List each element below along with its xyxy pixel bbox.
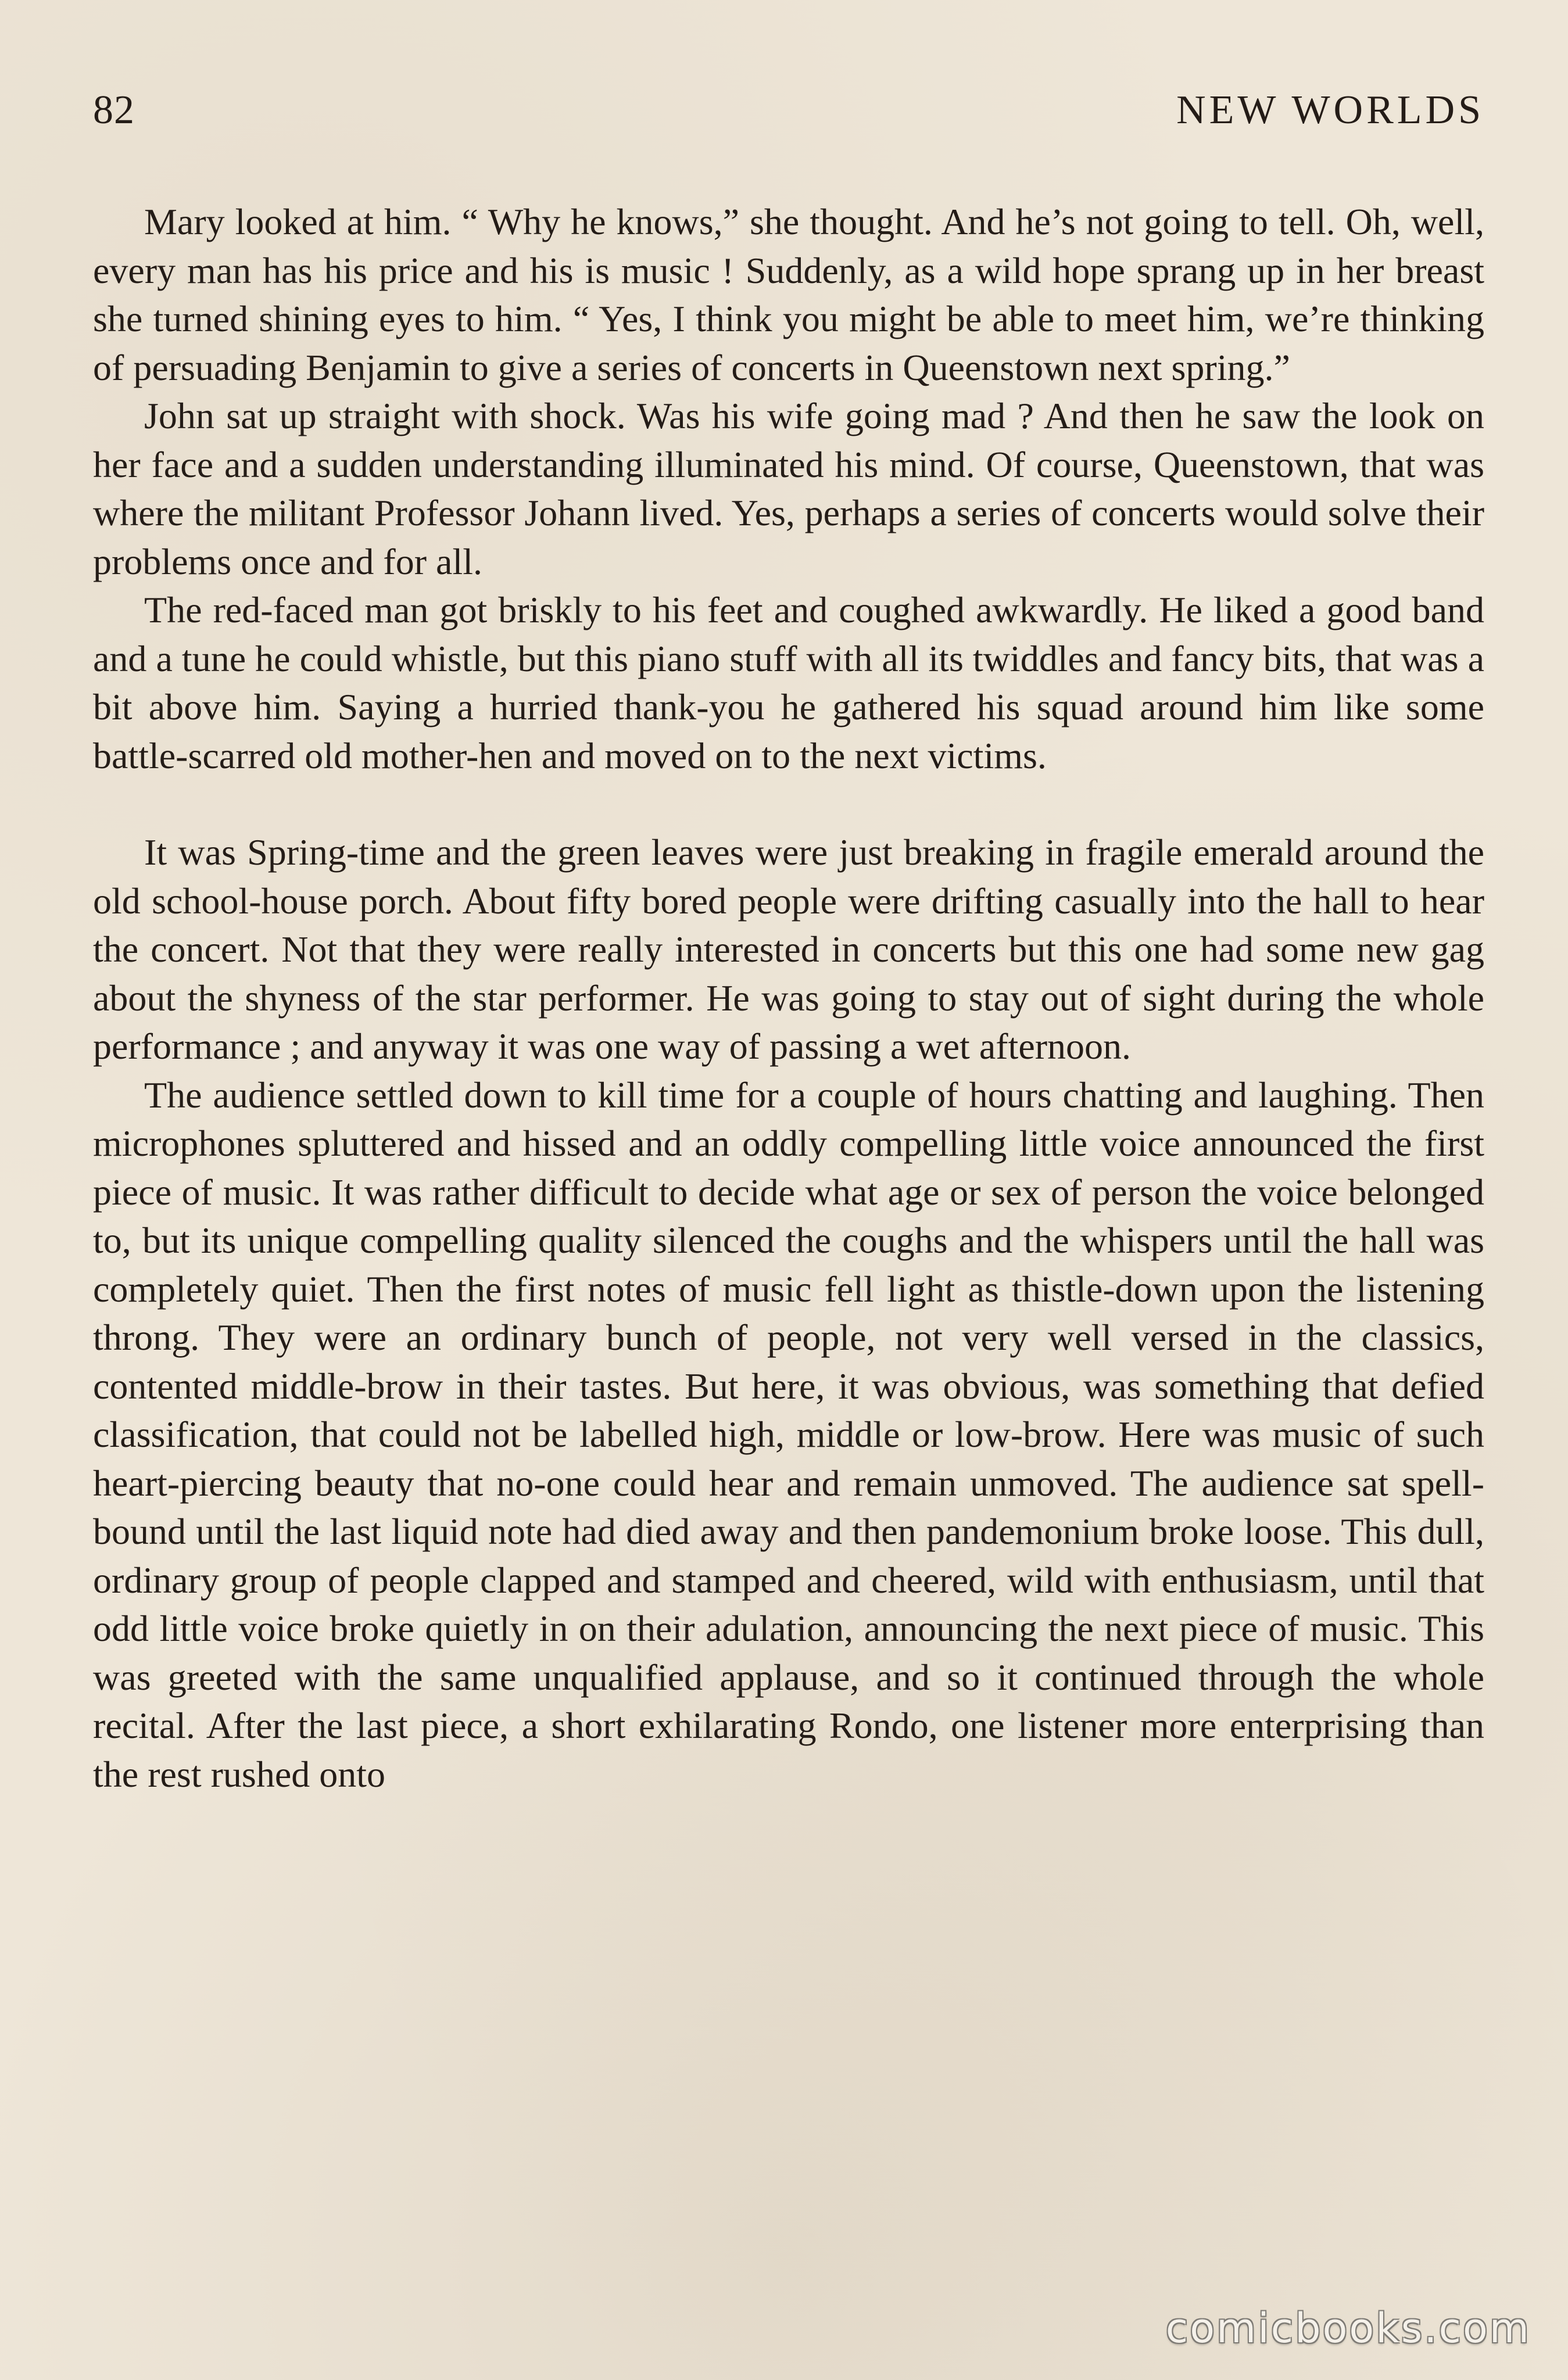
book-page bbox=[93, 87, 1484, 2353]
running-header bbox=[93, 87, 1484, 151]
watermark: comicbooks.com bbox=[1165, 2304, 1531, 2352]
running-title: NEW WORLDS bbox=[1176, 88, 1484, 132]
paragraph: The audience settled down to kill time for a couple of hours chatting and laughing. Then microphones spluttered and hissed and an oddly compelling little voice announced the first piece of music. It was rather difficult to decide what age or sex of person the voice belonged to, but its unique compelling quality silenced the coughs and the whispers until the hall was completely quiet. Then the first notes of music fell light as thistle-down upon the listening throng. They were an ordinary bunch of people, not very well versed in the classics, contented middle-brow in their tastes. But here, it was obvious, was something that defied classification, that could not be labelled high, middle or low-brow. Here was music of such heart-piercing beauty that no-one could hear and remain unmoved. The audience sat spellbound until the last liquid note had died away and then pandemonium broke loose. This dull, ordinary group of people clapped and stamped and cheered, wild with enthusiasm, until that odd little voice broke quietly in on their adulation, announcing the next piece of music. This was greeted with the same unqualified applause, and so it continued through the whole recital. After the last piece, a short exhilarating Rondo, one listener more enterprising than the rest rushed onto bbox=[93, 1074, 1484, 1795]
page-body bbox=[93, 198, 1484, 1798]
paragraph: The red-faced man got briskly to his feet and coughed awkwardly. He liked a good band and a tune he could whistle, but this piano stuff with all its twiddles and fancy bits, that was a bit above him. Saying a hurried thank-you he gathered his squad around him like some battle-scarred old mother-hen and moved on to the next victims. bbox=[93, 589, 1484, 776]
paragraph: John sat up straight with shock. Was his wife going mad ? And then he saw the look on her face and a sudden understanding illuminated his mind. Of course, Queenstown, that was where the militant Professor Johann lived. Yes, perhaps a series of concerts would solve their problems once and for all. bbox=[93, 395, 1484, 582]
paragraph: Mary looked at him. “ Why he knows,” she thought. And he’s not going to tell. Oh, well, every man has his price and his is music ! Suddenly, as a wild hope sprang up in her breast she turned shining eyes to him. “ Yes, I think you might be able to meet him, we’re thinking of persuading Benjamin to give a series of concerts in Queenstown next spring.” bbox=[93, 201, 1484, 388]
paragraph: It was Spring-time and the green leaves were just breaking in fragile emerald around the old school-house porch. About fifty bored people were drifting casually into the hall to hear the concert. Not that they were really interested in concerts but this one had some new gag about the shyness of the star performer. He was going to stay out of sight during the whole performance ; and anyway it was one way of passing a wet afternoon. bbox=[93, 831, 1484, 1067]
page-number: 82 bbox=[93, 88, 135, 132]
